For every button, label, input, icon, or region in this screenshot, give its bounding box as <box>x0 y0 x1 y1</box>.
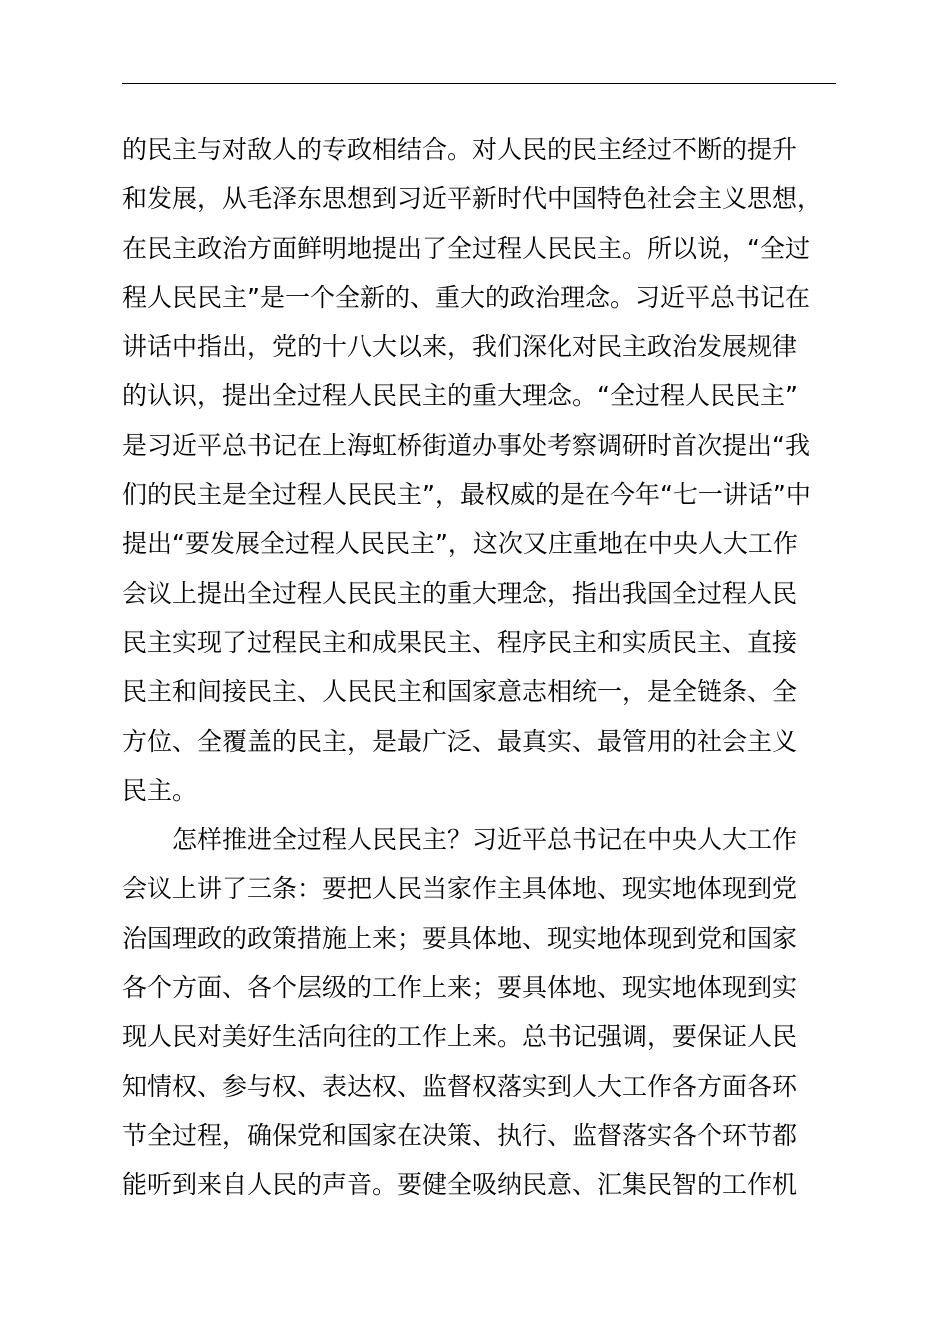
header-rule <box>122 83 836 84</box>
text-line: 提出“要发展全过程人民民主”，这次又庄重地在中央人大工作 <box>122 529 798 559</box>
text-line: 们的民主是全过程人民民主”，最权威的是在今年“七一讲话”中 <box>122 480 811 510</box>
text-line: 现人民对美好生活向往的工作上来。总书记强调，要保证人民 <box>122 1022 798 1052</box>
text-line: 和发展，从毛泽东思想到习近平新时代中国特色社会主义思想， <box>122 184 823 214</box>
text-line: 民主。 <box>122 775 198 805</box>
text-line: 各个方面、各个层级的工作上来；要具体地、现实地体现到实 <box>122 973 798 1003</box>
paragraph-1 <box>122 125 838 815</box>
text-line: 能听到来自人民的声音。要健全吸纳民意、汇集民智的工作机 <box>122 1170 798 1200</box>
body-text <box>122 125 838 1210</box>
text-line: 节全过程，确保党和国家在决策、执行、监督落实各个环节都 <box>122 1120 798 1150</box>
text-line: 程人民民主”是一个全新的、重大的政治理念。习近平总书记在 <box>122 282 810 312</box>
text-line: 会议上讲了三条：要把人民当家作主具体地、现实地体现到党 <box>122 874 798 904</box>
text-line: 的民主与对敌人的专政相结合。对人民的民主经过不断的提升 <box>122 135 798 164</box>
paragraph-2 <box>122 815 838 1209</box>
text-line: 会议上提出全过程人民民主的重大理念，指出我国全过程人民 <box>122 578 798 608</box>
text-line: 知情权、参与权、表达权、监督权落实到人大工作各方面各环 <box>122 1071 798 1101</box>
text-line: 民主和间接民主、人民民主和国家意志相统一，是全链条、全 <box>122 677 798 707</box>
text-line: 方位、全覆盖的民主，是最广泛、最真实、最管用的社会主义 <box>122 726 798 756</box>
text-line: 怎样推进全过程人民民主？习近平总书记在中央人大工作 <box>172 825 798 855</box>
text-line: 的认识，提出全过程人民民主的重大理念。“全过程人民民主” <box>122 381 798 411</box>
text-line: 在民主政治方面鲜明地提出了全过程人民民主。所以说，“全过 <box>122 233 810 263</box>
text-line: 讲话中指出，党的十八大以来，我们深化对民主政治发展规律 <box>122 332 798 362</box>
text-line: 治国理政的政策措施上来；要具体地、现实地体现到党和国家 <box>122 923 798 953</box>
text-line: 民主实现了过程民主和成果民主、程序民主和实质民主、直接 <box>122 627 798 657</box>
text-line: 是习近平总书记在上海虹桥街道办事处考察调研时首次提出“我 <box>122 430 810 460</box>
